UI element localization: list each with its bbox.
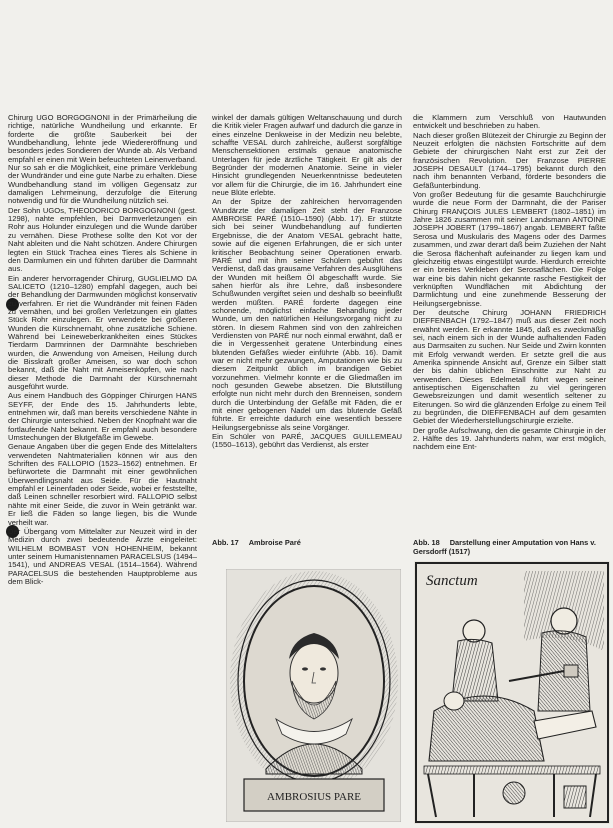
paragraph: Der Sohn UGOs, THEODORICO BORGOGNONI (gest. 1298), nahte empfehlen, bei Darmverletzungen ein Rohr aus Holunder einzulegen und die Wunde darüber zu vernähen. Diese Prothese sollte den Kot vor der Naht ableiten und die Naht schützen. Andere Chirurgen legten ein Stück Trachea eines Tieres als Schiene in den Darmlumen ein und führten darüber die Darmnaht aus. <box>8 205 197 274</box>
figure-caption-text: Darstellung einer Amputation von Hans v. Gersdorff (1517) <box>413 538 596 556</box>
paragraph: winkel der damals gültigen Weltanschauung und durch die Kritik vieler Fragen aufwarf und dadurch die ganze in eines einzelne Denkweise in der Medizin neu belebte, schaffte VESAL durch zahlreiche, äußerst sorgfältige Menschensektionen erstmals genaue anatomische Unterlagen für jede ärztliche Tätigkeit. Er gilt als der Begründer der modernen Anatomie. Seine in vieler Hinsicht grundlegenden Neuerkenntnisse bedeuteten vor allem für die Chirurgie, die im 16. Jahrhundert eine neue Blüte erlebte. <box>212 114 402 198</box>
text-column-middle <box>212 114 402 532</box>
paragraph: Aus einem Handbuch des Göppinger Chirurgen HANS SEYFF, der Ende des 15. Jahrhunderts lebte, entnehmen wir, daß man bereits verschiedene Nähte in der Chirurgie unterschied. Neben der Knopfnaht war die fortlaufende Naht bekannt. Er empfahl auch besondere Umstechungen der Blutgefäße im Gewebe. <box>8 391 197 443</box>
figure-number: Abb. 17 <box>212 538 239 547</box>
woodcut-heading: Sanctum <box>426 573 478 589</box>
portrait-inscription: AMBROSIUS PARE <box>266 791 362 803</box>
paragraph: An der Spitze der zahlreichen hervorragenden Wundärzte der damaligen Zeit steht der Franzose AMBROISE PARÉ (1510–1590) (Abb. 17). Er stützte sich bei seiner Wundbehandlung auf fundierten Ergebnisse, die der Anatom VESAL gebracht hatte, sowie auf die eigenen Erfahrungen, die er sich unter kritischer Beobachtung seiner Operationen erwarb. PARÉ und mit ihm seiner Schülern gebührt das Verdienst, daß das grausame Verfahren des Ausglühens der Wunden mit heißem Öl abgeschafft wurde. Sie sahen hierfür als ihre Lehre, daß insbesondere Schußwunden vergiftet seien und deshalb so beeinflußt werden müßten. PARÉ forderte dagegen eine schonende, möglichst einfache Behandlung jeder Wunde, um den natürlichen Heilungsvorgang nicht zu stören. In diesem Rahmen sind von den zahlreichen Verdiensten von PARÉ nur noch einmal erwähnt, daß er die in Vergessenheit geratene Unterbindung eines blutenden Gefäßes wieder einführte (Abb. 16). Damit war er nicht mehr gezwungen, Amputationen wie bis zu diesem Zeitpunkt üblich im brandigen Gebiet vorzunehmen. Vielmehr konnte er die Gliedmaßen im noch gesunden Gewebe absetzen. Die Blutstillung erfolgte nun nicht mehr durch den Brenneisen, sondern durch die Unterbindung der Gefäße mit Fäden, die er mit einer gebogenen Nadel um das blutende Gefäß führte. Er erreichte dadurch eine wesentlich bessere Heilungsergebnisse als seine Vorgänger. <box>212 197 402 432</box>
paragraph: Der große Aufschwung, den die gesamte Chirurgie in der 2. Hälfte des 19. Jahrhunderts nahm, war erst möglich, nachdem eine Ent- <box>413 425 606 452</box>
text-column-right <box>413 114 606 532</box>
text-column-left <box>8 114 197 826</box>
figure-18-caption <box>413 539 606 556</box>
paragraph: Chirurg UGO BORGOGNONI in der Primärheilung die richtige, natürliche Wundheilung und erkannte. Er forderte die größte Sauberkeit bei der Wundbehandlung, lehnte jede Wiedereröffnung und besonders jedes Sondieren der Wunde ab. Als Verband empfahl er einen mit Wein befeuchteten Leinenverband. Nur so sah er die Möglichkeit, eine primäre Verklebung der Wundränder und eine gute Narbe zu erhalten. Diese Wundbehandlung stand im völligen Gegensatz zur damaligen Lehrmeinung, derzufolge die Eiterung notwendig und für die Wundheilung nützlich sei. <box>8 114 197 206</box>
paragraph: die Klammern zum Verschluß von Hautwunden entwickelt und beschrieben zu haben. <box>413 114 606 131</box>
paragraph: Von großer Bedeutung für die gesamte Bauchchirurgie wurde die neue Form der Darmnaht, die der Pariser Chirurg FRANÇOIS JULES LEMBERT (1802–1851) im Jahre 1826 zusammen mit seiner Landsmann ANTOINE JOSEPH JOBERT (1799–1867) angab. LEMBERT faßte Serosa und Muskularis des Magens oder des Darmes zusammen, und zwar derart daß beim Zuziehen der Naht die Serosa flächenhaft aufeinander zu liegen kam und gleichzeitig etwas eingestülpt wurde. Hierdurch erreichte er ein breites Verkleben der Serosaflächen. Die Folge war eine bis dahin nicht gekannte rasche Festigkeit der verknüpften Wundflächen mit Abdichtung der Darmlichtung und eine zunehmende Besserung der Heilungsergebnisse. <box>413 190 606 308</box>
figure-number: Abb. 18 <box>413 538 440 547</box>
ambroise-pare-portrait <box>226 569 401 822</box>
paragraph: Ein anderer hervorragender Chirurg, GUGLIELMO DA SALICETO (1210–1280) empfahl dagegen, auch bei der Behandlung der Darmwunden möglichst konservativ zu verfahren. Er riet die Wundränder mit feinen Fäden zu vernähen, und bei großen Verletzungen ein glattes Stück Rohr einzulegen. Er verwendete bei größeren Wunden die Kürschnernaht, ohne zusätzliche Schiene. Während bei Leineweberkrankheiten eines Stückes Tierdarm Darmrinnen der Darmnähte beschrieben wurden, die Anwendung von Ameisen, Heilung durch die Bisskraft großer Ameisen, so war doch schon bekannt, daß die Naht mit Ameisenköpfen, wie nach dieser Methode die Darmnaht der Kürschnernaht ausgeführt wurde. <box>8 273 197 391</box>
paragraph: Der deutsche Chirurg JOHANN FRIEDRICH DIEFFENBACH (1792–1847) muß aus dieser Zeit noch erwähnt werden. Er erkannte 1845, daß es zweckmäßig sei, nach einem sich in der Wunde aufhaltenden Faden aus Darmsaiten zu suchen. Nur Seide und Zwirn konnten mit Erfolg verwandt werden. Er setzte grell die aus Amerika spinnende Ansicht auf, Grenze ein Silber statt der bis dahin üblichen Einschnitte zur Naht zu verwenden. Dieses Edelmetall führt wegen seiner antiseptischen Eigenschaften zu viel geringeren Gewebsreizungen und damit wesentlich seltener zu Eiterungen. So wird die glänzenden Erfolge zu einem Teil zu begründen, die DIEFFENBACH auf dem gesamten Gebiet der Wiederherstellungschirurgie erzielte. <box>413 307 606 426</box>
paragraph: Nach dieser großen Blütezeit der Chirurgie zu Beginn der Neuzeit erfolgten die nächsten Fortschritte auf dem Gebiete der chirurgischen Naht erst zur Zeit der französischen Revolution. Der Franzose PIERRE JOSEPH DESAULT (1744–1795) bekannt durch den nach ihm benannten Verband, förderte besonders die Gefäßunterbindung. <box>413 130 606 190</box>
figure-caption-text: Ambroise Paré <box>248 538 301 547</box>
paragraph: Genaue Angaben über die gegen Ende des Mittelalters verwendeten Nahtmaterialien können wir aus den Schriften des FALLOPIO (1523–1562) entnehmen. Er befürwortete die Darmnaht mit einer gewöhnlichen Überwendlingsnaht aus Seide. Für die Hautnaht empfahl er Leinenfaden oder Seide, wobei er feststellte, daß Leinen schneller resorbiert wird. FALLOPIO selbst nähte mit einer Seide, die zuvor in Wein getränkt war. Er ließ die Fäden so lange liegen, bis die Wunde verheilt war. <box>8 442 197 527</box>
paragraph: Der Übergang vom Mittelalter zur Neuzeit wird in der Medizin durch zwei bedeutende Ärzte eingeleitet: WILHELM BOMBAST VON HOHENHEIM, bekannt unter seinem Humanistennamen PARACELSUS (1494–1541), und ANDREAS VESAL (1514–1564). Während PARACELSUS die bestehenden Hauptprobleme aus dem Blick- <box>8 526 197 586</box>
amputation-woodcut <box>414 561 610 824</box>
paragraph: Ein Schüler von PARÉ, JACQUES GUILLEMEAU (1550–1613), gebührt das Verdienst, als erster <box>212 432 402 450</box>
figure-17-caption <box>212 539 402 548</box>
